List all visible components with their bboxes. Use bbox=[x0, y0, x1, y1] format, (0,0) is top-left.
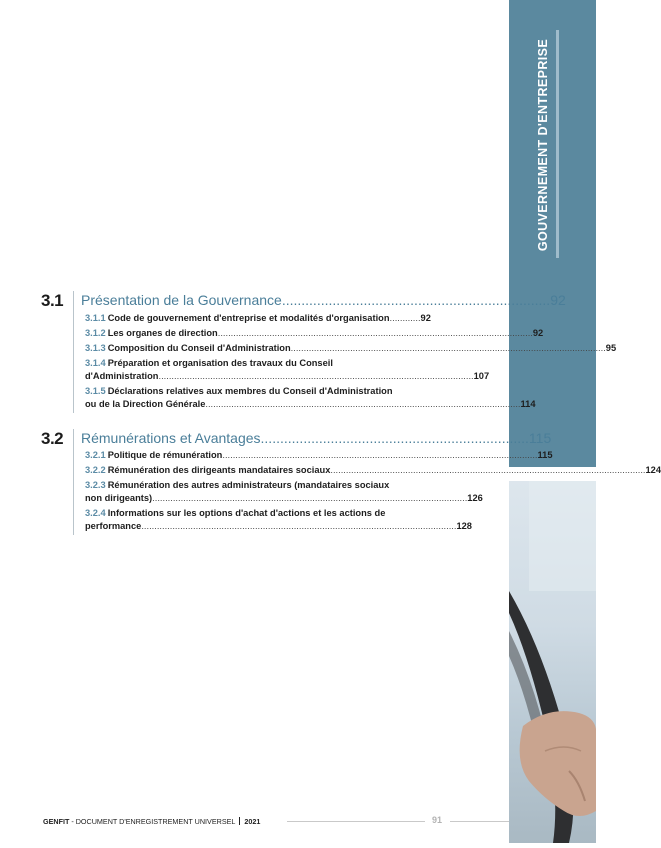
entry-title: Politique de rémunération bbox=[108, 449, 223, 462]
footer-company: GENFIT bbox=[43, 817, 69, 826]
entry-number: 3.1.3 bbox=[85, 342, 106, 355]
entry-title: Code de gouvernement d'entreprise et modalités d'organisation bbox=[108, 312, 390, 325]
entry-page: 92 bbox=[421, 312, 431, 325]
entry-number: 3.2.4 bbox=[85, 507, 106, 520]
entry-title-line-1: Déclarations relatives aux membres du Conseil d'Administration bbox=[108, 385, 393, 398]
entry-title-line-1: Rémunération des autres administrateurs (mandataires sociaux bbox=[108, 479, 390, 492]
section-title-row[interactable] bbox=[81, 292, 427, 308]
leader-dots: .......................................................................................................................... bbox=[159, 370, 474, 383]
toc-entry-3-2-3[interactable] bbox=[85, 479, 427, 505]
toc-entry-3-1-3[interactable] bbox=[85, 342, 427, 355]
entry-page: 92 bbox=[533, 327, 543, 340]
steering-wheel-photo-illustration bbox=[509, 481, 596, 843]
leader-dots: ............ bbox=[390, 312, 421, 325]
page-footer bbox=[43, 817, 260, 826]
toc-entry-3-1-4[interactable] bbox=[85, 357, 427, 383]
section-number: 3.2 bbox=[41, 429, 63, 449]
chapter-tab-label-box bbox=[532, 30, 554, 260]
footer-rule-right bbox=[450, 821, 509, 822]
leader-dots: .......................................................................................................................... bbox=[222, 449, 537, 462]
entry-number: 3.1.5 bbox=[85, 385, 106, 398]
section-divider bbox=[73, 291, 74, 413]
entry-page: 128 bbox=[456, 520, 472, 533]
toc-entry-3-2-1[interactable] bbox=[85, 449, 427, 462]
leader-dots: .......................................................................................................................... bbox=[330, 464, 645, 477]
entry-page: 107 bbox=[474, 370, 490, 383]
section-title: Rémunérations et Avantages bbox=[81, 430, 261, 446]
toc-entry-3-1-1[interactable] bbox=[85, 312, 427, 325]
section-divider bbox=[73, 429, 74, 535]
entry-page: 114 bbox=[521, 398, 536, 411]
leader-dots: .......................................................................................................................... bbox=[141, 520, 456, 533]
entry-number: 3.1.2 bbox=[85, 327, 106, 340]
section-page: 92 bbox=[550, 292, 566, 308]
entry-number: 3.1.1 bbox=[85, 312, 106, 325]
entry-number: 3.1.4 bbox=[85, 357, 106, 370]
entry-number: 3.2.2 bbox=[85, 464, 106, 477]
footer-year: 2021 bbox=[244, 817, 260, 826]
entry-page: 115 bbox=[538, 449, 553, 462]
entry-page: 126 bbox=[467, 492, 483, 505]
entry-number: 3.2.3 bbox=[85, 479, 106, 492]
section-number: 3.1 bbox=[41, 291, 63, 311]
entry-number: 3.2.1 bbox=[85, 449, 106, 462]
toc-entry-3-1-2[interactable] bbox=[85, 327, 427, 340]
entry-page: 124 bbox=[646, 464, 661, 477]
leader-dots: .......................................................................................................................... bbox=[152, 492, 467, 505]
entry-title-line-1: Informations sur les options d'achat d'actions et les actions de bbox=[108, 507, 386, 520]
leader-dots: .......................................................................................................................... bbox=[291, 342, 606, 355]
side-photo bbox=[509, 481, 596, 843]
entry-title-line-1: Préparation et organisation des travaux du Conseil bbox=[108, 357, 333, 370]
entry-title-line-2: ou de la Direction Générale bbox=[85, 398, 205, 411]
toc-entry-3-2-4[interactable] bbox=[85, 507, 427, 533]
toc-entry-3-2-2[interactable] bbox=[85, 464, 427, 477]
section-page: 115 bbox=[529, 430, 551, 446]
footer-rule bbox=[287, 821, 425, 822]
page-number: 91 bbox=[432, 815, 442, 825]
chapter-tab-label: GOUVERNEMENT D'ENTREPRISE bbox=[536, 39, 550, 251]
entry-title: Les organes de direction bbox=[108, 327, 218, 340]
leader-dots: .......................................................................................................................... bbox=[218, 327, 533, 340]
leader-dots: .......................................................................................................................... bbox=[205, 398, 520, 411]
entry-title-line-2: non dirigeants) bbox=[85, 492, 152, 505]
leader-dots: ..................................................................... bbox=[261, 430, 529, 446]
footer-document: - DOCUMENT D'ENREGISTREMENT UNIVERSEL bbox=[69, 817, 235, 826]
entry-title-line-2: performance bbox=[85, 520, 141, 533]
entry-title: Composition du Conseil d'Administration bbox=[108, 342, 291, 355]
leader-dots: ..................................................................... bbox=[282, 292, 550, 308]
entry-page: 95 bbox=[606, 342, 616, 355]
toc-entry-3-1-5[interactable] bbox=[85, 385, 427, 411]
section-title: Présentation de la Gouvernance bbox=[81, 292, 282, 308]
entry-title-line-2: d'Administration bbox=[85, 370, 159, 383]
footer-separator bbox=[239, 817, 240, 825]
chapter-tab-accent-line bbox=[556, 30, 559, 258]
section-title-row[interactable] bbox=[81, 430, 427, 446]
entry-title: Rémunération des dirigeants mandataires sociaux bbox=[108, 464, 331, 477]
